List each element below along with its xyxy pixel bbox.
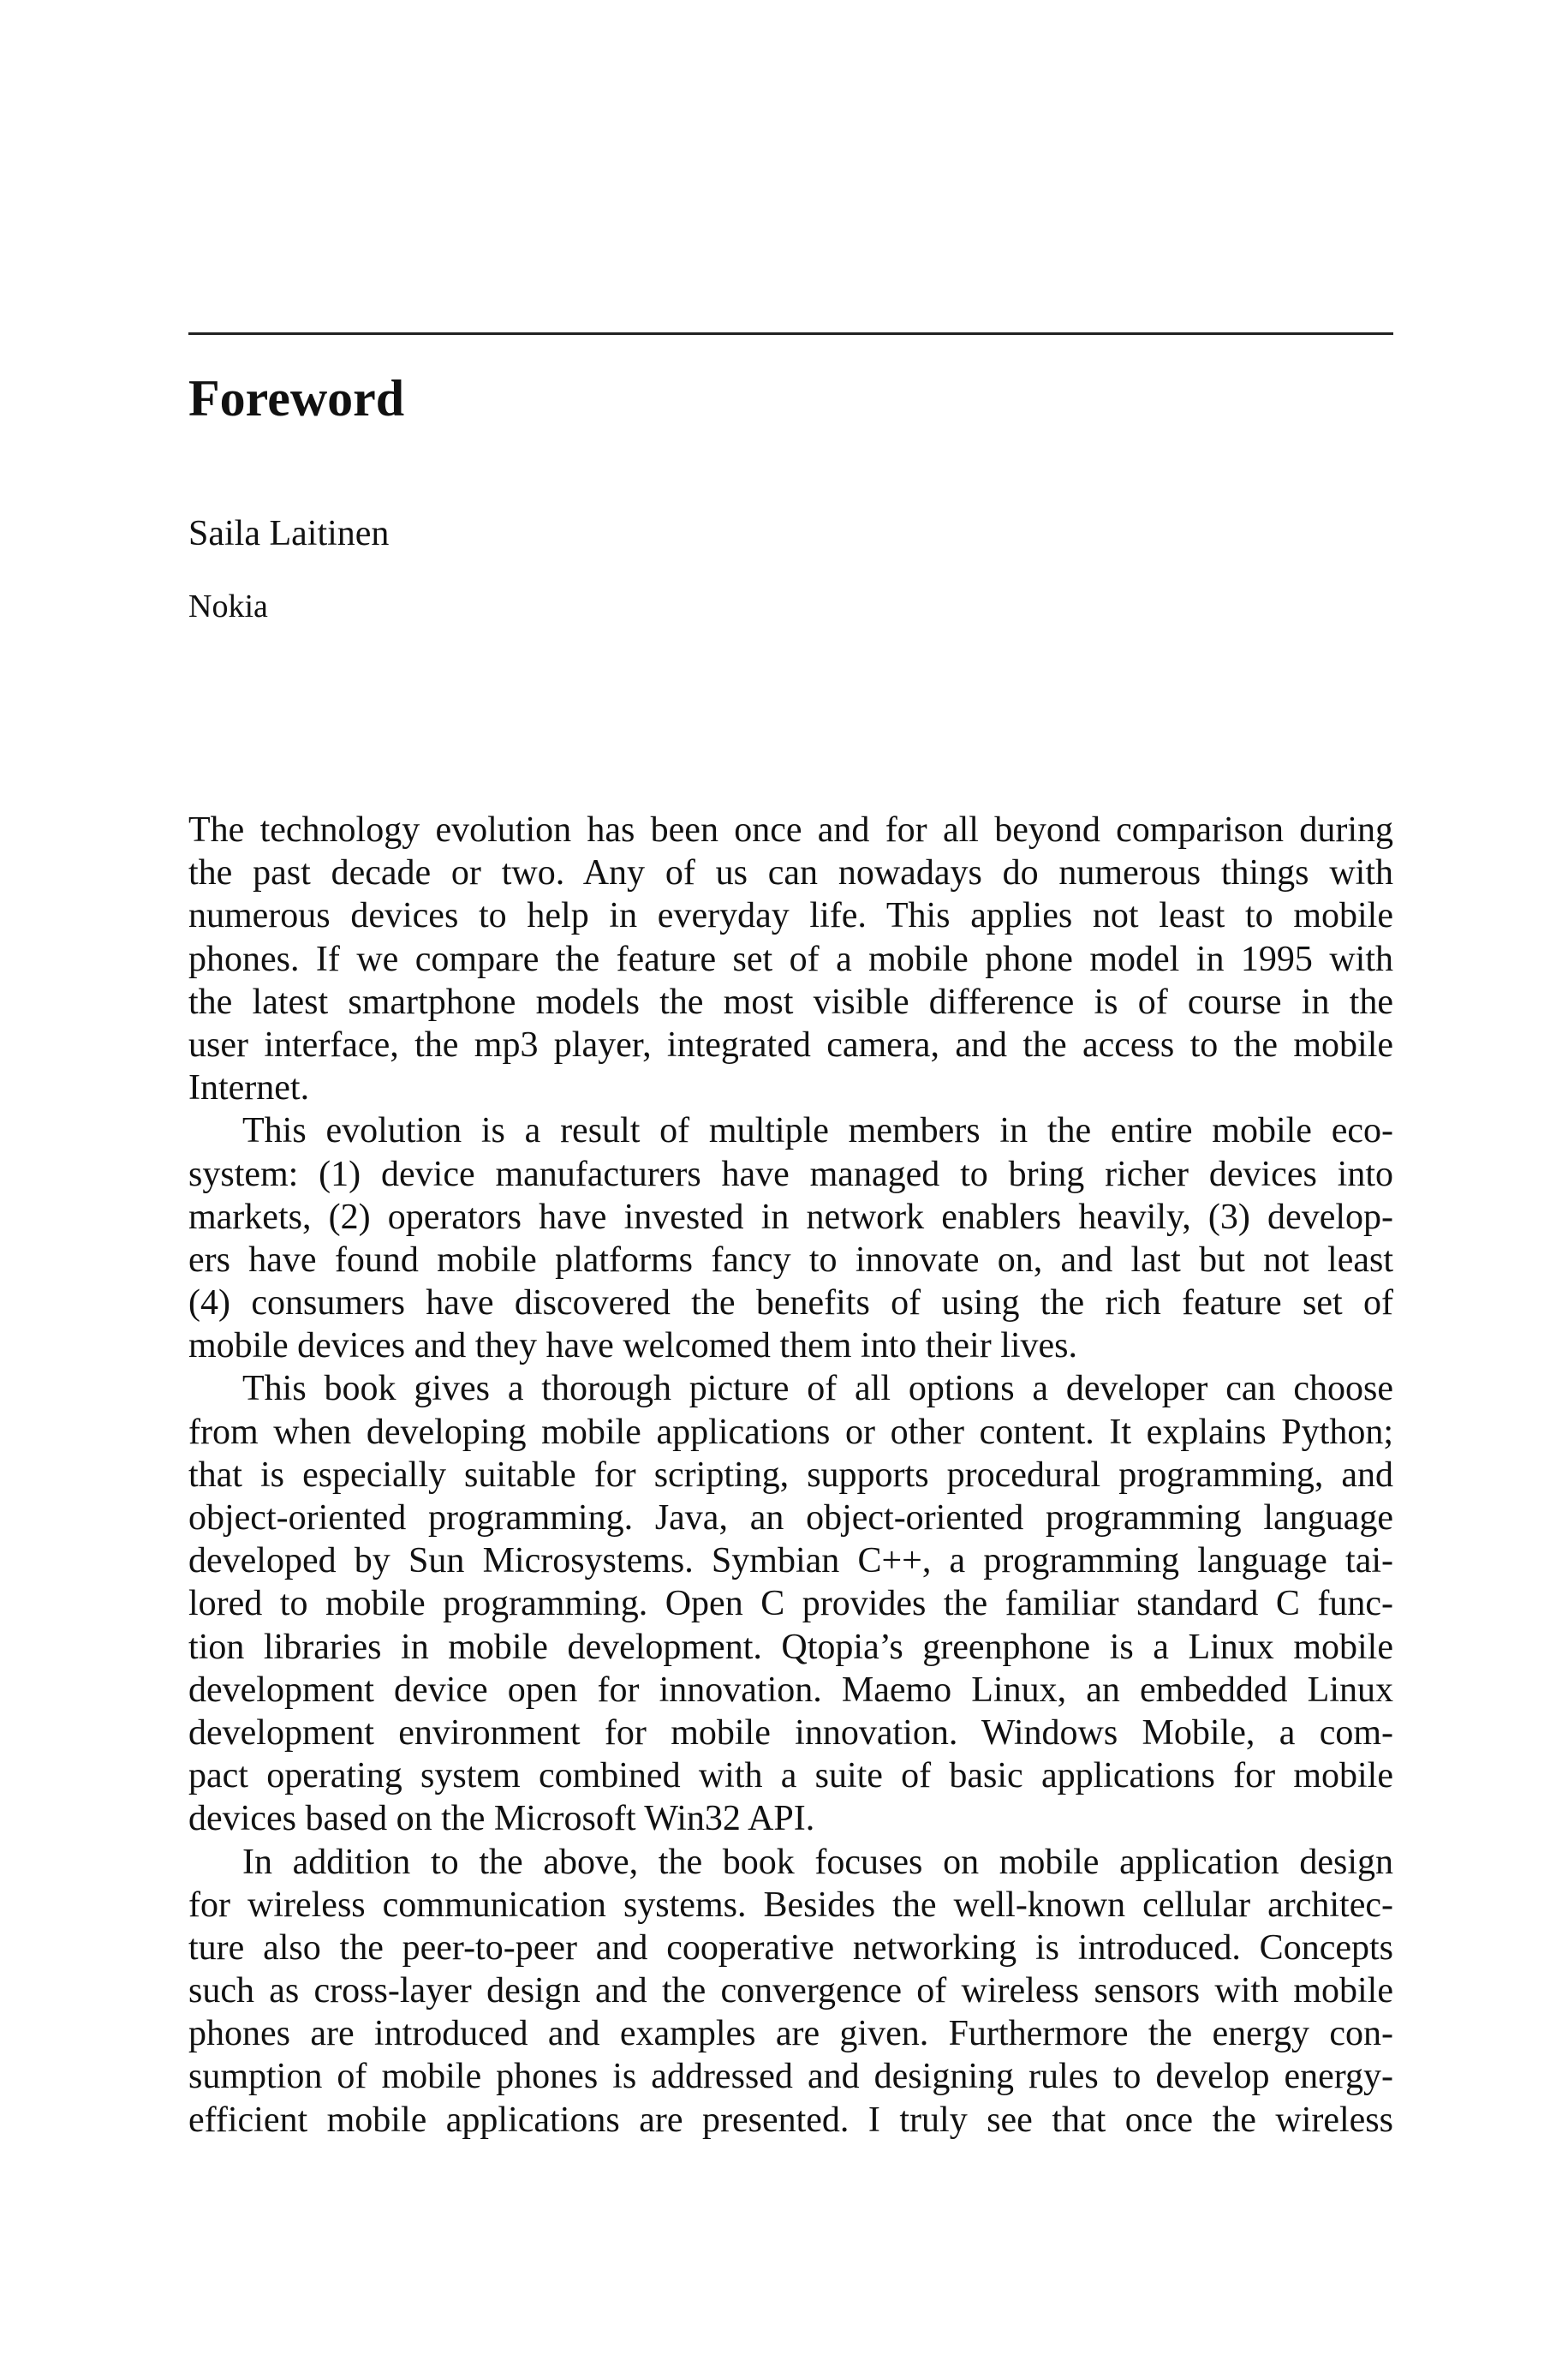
text-line: pact operating system combined with a suite of basic applications for mobile bbox=[188, 1756, 1393, 1796]
text-line: The technology evolution has been once and for all beyond comparison during bbox=[188, 810, 1393, 850]
author-name: Saila Laitinen bbox=[188, 514, 390, 553]
text-line: that is especially suitable for scripting, supports procedural programming, and bbox=[188, 1455, 1393, 1495]
text-line: (4) consumers have discovered the benefits of using the rich feature set of bbox=[188, 1283, 1393, 1323]
text-line: mobile devices and they have welcomed them into their lives. bbox=[188, 1326, 1078, 1366]
text-line: Internet. bbox=[188, 1068, 310, 1108]
text-line: the latest smartphone models the most visible difference is of course in the bbox=[188, 982, 1393, 1022]
text-line: This book gives a thorough picture of all options a developer can choose bbox=[242, 1369, 1393, 1409]
text-line: This evolution is a result of multiple members in the entire mobile eco- bbox=[242, 1111, 1393, 1151]
paragraph bbox=[188, 809, 1393, 1109]
text-line: development device open for innovation. Maemo Linux, an embedded Linux bbox=[188, 1670, 1393, 1710]
author-affiliation: Nokia bbox=[188, 589, 268, 624]
text-line: developed by Sun Microsystems. Symbian C++, a programming language tai- bbox=[188, 1541, 1393, 1581]
paragraph bbox=[188, 1109, 1393, 1367]
paragraph bbox=[188, 1367, 1393, 1840]
text-line: efficient mobile applications are presented. I truly see that once the wireless bbox=[188, 2100, 1393, 2140]
text-line: user interface, the mp3 player, integrated camera, and the access to the mobile bbox=[188, 1025, 1393, 1065]
text-line: sumption of mobile phones is addressed and designing rules to develop energy- bbox=[188, 2057, 1393, 2097]
text-line: phones. If we compare the feature set of a mobile phone model in 1995 with bbox=[188, 939, 1393, 979]
text-line: ers have found mobile platforms fancy to innovate on, and last but not least bbox=[188, 1240, 1393, 1280]
body-text bbox=[188, 809, 1393, 2142]
text-line: system: (1) device manufacturers have managed to bring richer devices into bbox=[188, 1154, 1393, 1194]
paragraph bbox=[188, 1841, 1393, 2142]
text-line: phones are introduced and examples are given. Furthermore the energy con- bbox=[188, 2014, 1393, 2054]
text-line: ture also the peer-to-peer and cooperative networking is introduced. Concepts bbox=[188, 1927, 1393, 1968]
text-line: In addition to the above, the book focuses on mobile application design bbox=[242, 1842, 1393, 1882]
text-line: development environment for mobile innovation. Windows Mobile, a com- bbox=[188, 1712, 1393, 1753]
text-line: for wireless communication systems. Besides the well-known cellular architec- bbox=[188, 1885, 1393, 1925]
chapter-title: Foreword bbox=[188, 370, 405, 427]
text-line: numerous devices to help in everyday life. This applies not least to mobile bbox=[188, 896, 1393, 936]
text-line: devices based on the Microsoft Win32 API. bbox=[188, 1799, 815, 1839]
text-line: tion libraries in mobile development. Qtopia’s greenphone is a Linux mobile bbox=[188, 1627, 1393, 1667]
text-line: lored to mobile programming. Open C provides the familiar standard C func- bbox=[188, 1584, 1393, 1624]
text-line: markets, (2) operators have invested in network enablers heavily, (3) develop- bbox=[188, 1197, 1393, 1237]
text-line: such as cross-layer design and the convergence of wireless sensors with mobile bbox=[188, 1971, 1393, 2011]
text-line: the past decade or two. Any of us can nowadays do numerous things with bbox=[188, 853, 1393, 893]
text-line: object-oriented programming. Java, an object-oriented programming language bbox=[188, 1498, 1393, 1538]
text-line: from when developing mobile applications or other content. It explains Python; bbox=[188, 1412, 1393, 1452]
chapter-top-rule bbox=[188, 332, 1393, 335]
